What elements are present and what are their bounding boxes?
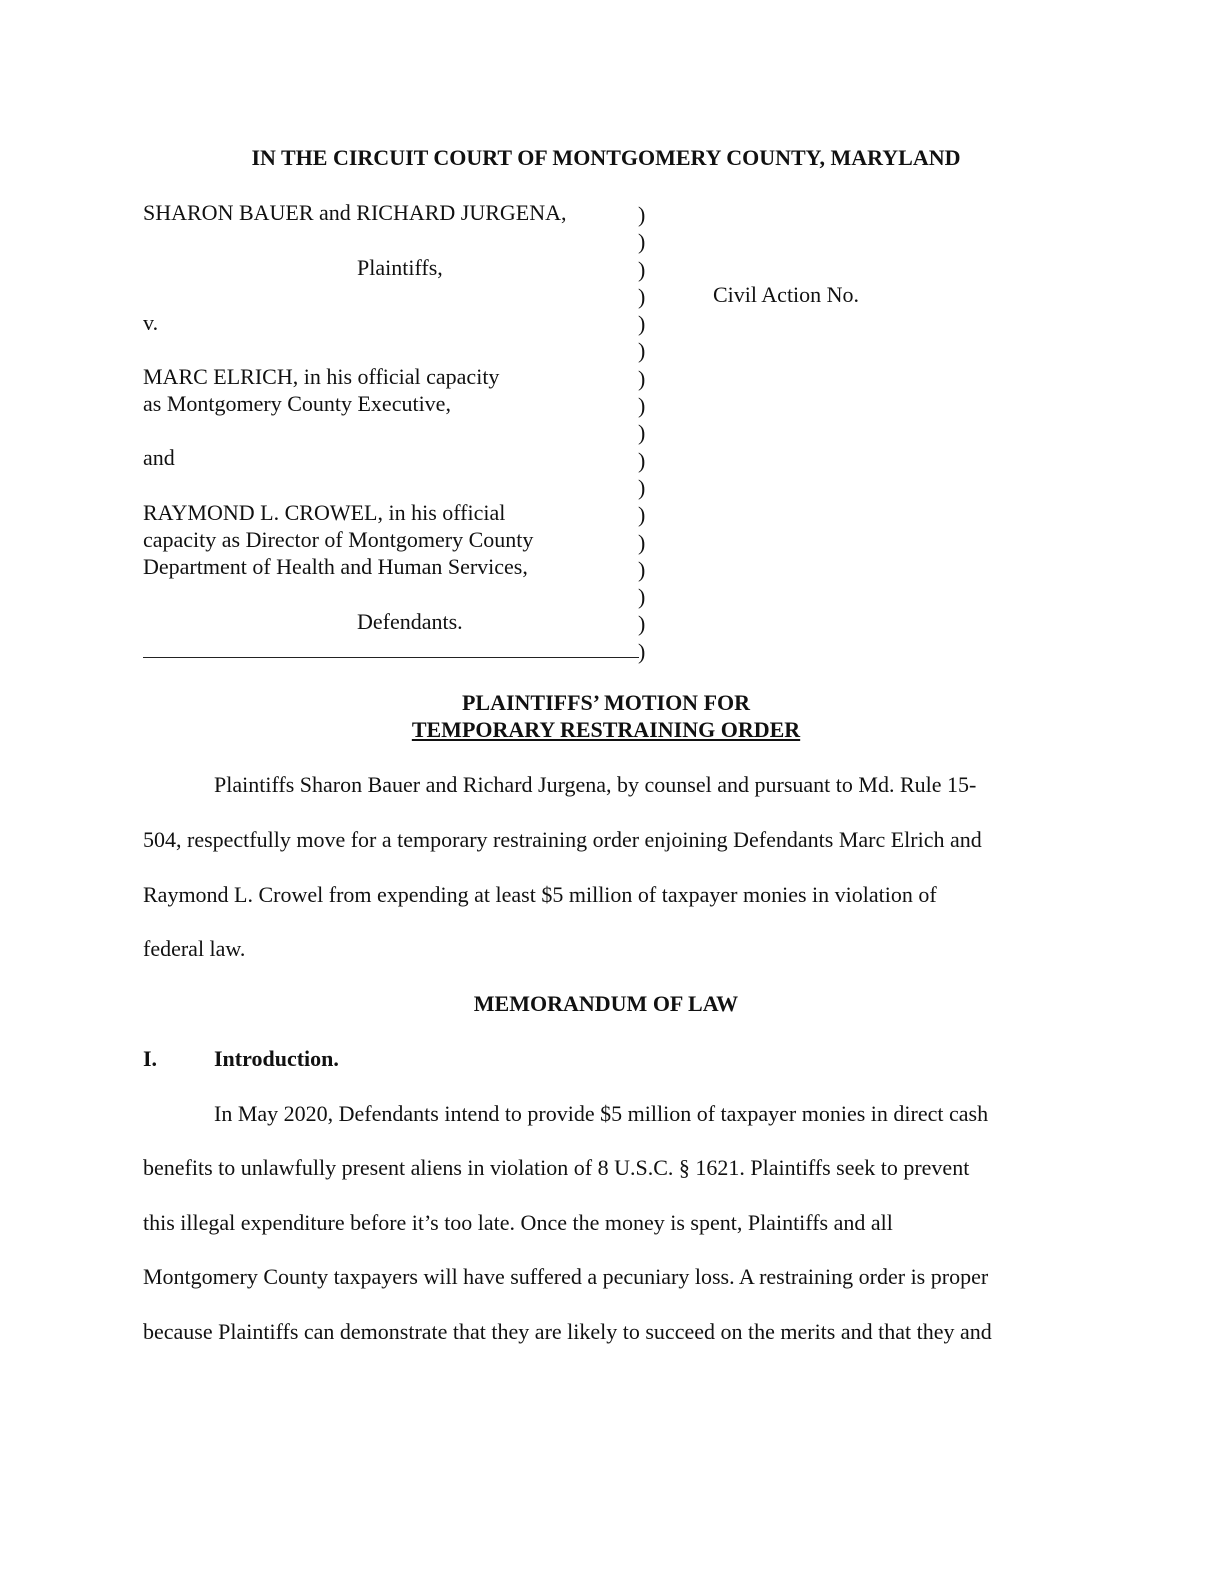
caption-and: and <box>143 445 175 470</box>
memorandum-title: MEMORANDUM OF LAW <box>473 991 739 1016</box>
plaintiffs-label: Plaintiffs, <box>357 255 443 280</box>
defendant2-line3: Department of Health and Human Services, <box>143 554 528 579</box>
section-title: Introduction. <box>214 1046 339 1071</box>
intro-line3: this illegal expenditure before it’s too late. Once the money is spent, Plaintiffs and all <box>143 1210 893 1235</box>
motion-paragraph-line1: Plaintiffs Sharon Bauer and Richard Jurgena, by counsel and pursuant to Md. Rule 15- <box>214 772 977 797</box>
versus: v. <box>143 310 159 335</box>
court-title: IN THE CIRCUIT COURT OF MONTGOMERY COUNTY, MARYLAND <box>251 145 961 170</box>
defendant1-line1: MARC ELRICH, in his official capacity <box>143 364 500 389</box>
motion-paragraph-line4: federal law. <box>143 936 246 961</box>
defendant1-line2: as Montgomery County Executive, <box>143 391 451 416</box>
defendant2-line2: capacity as Director of Montgomery County <box>143 527 534 552</box>
plaintiffs-names: SHARON BAUER and RICHARD JURGENA, <box>143 200 567 225</box>
caption-rule <box>143 657 639 658</box>
motion-title-line1: PLAINTIFFS’ MOTION FOR <box>461 690 751 715</box>
intro-line4: Montgomery County taxpayers will have suffered a pecuniary loss. A restraining order is proper <box>143 1264 989 1289</box>
civil-action-number: Civil Action No. <box>713 282 860 307</box>
intro-line2: benefits to unlawfully present aliens in violation of 8 U.S.C. § 1621. Plaintiffs seek to prevent <box>143 1155 970 1180</box>
motion-title-line2: TEMPORARY RESTRAINING ORDER <box>411 717 801 742</box>
intro-line5: because Plaintiffs can demonstrate that they are likely to succeed on the merits and that they and <box>143 1319 992 1344</box>
motion-paragraph-line3: Raymond L. Crowel from expending at least $5 million of taxpayer monies in violation of <box>143 882 937 907</box>
section-number: I. <box>143 1046 158 1071</box>
defendants-label: Defendants. <box>357 609 463 634</box>
caption-parentheses: ) ) ) ) ) ) ) ) ) ) ) ) ) ) ) ) ) <box>638 202 646 664</box>
defendant2-line1: RAYMOND L. CROWEL, in his official <box>143 500 506 525</box>
motion-paragraph-line2: 504, respectfully move for a temporary restraining order enjoining Defendants Marc Elrich and <box>143 827 982 852</box>
intro-line1: In May 2020, Defendants intend to provide $5 million of taxpayer monies in direct cash <box>214 1101 989 1126</box>
